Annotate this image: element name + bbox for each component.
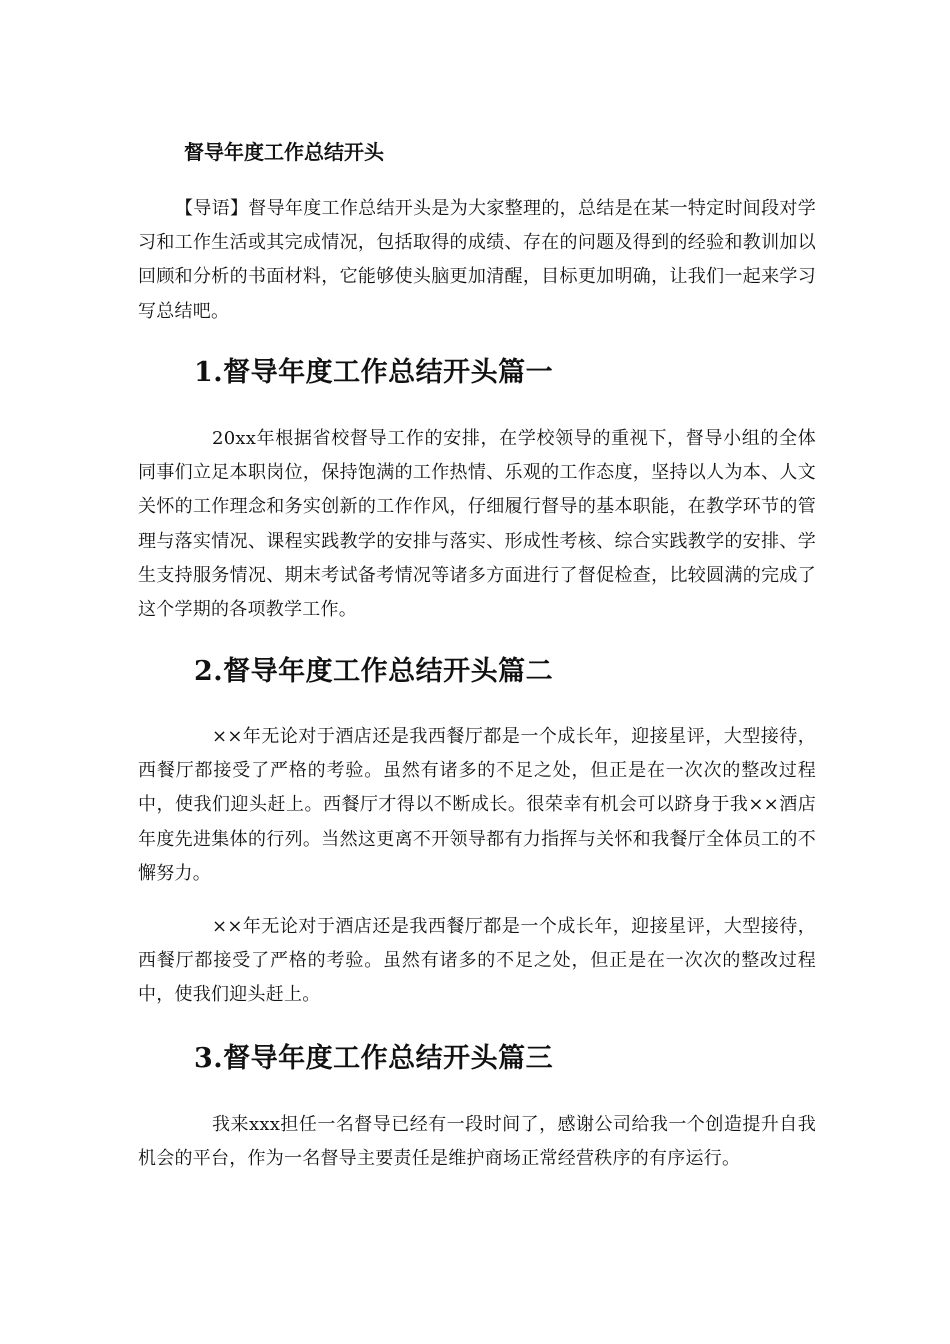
document-title: 督导年度工作总结开头 [184,140,384,164]
section-3-paragraph-1: 我来xxx担任一名督导已经有一段时间了，感谢公司给我一个创造提升自我机会的平台，作为一名督导主要责任是维护商场正常经营秩序的有序运行。 [138,1114,816,1170]
section-1-paragraph-1: 20xx年根据省校督导工作的安排，在学校领导的重视下，督导小组的全体同事们立足本职岗位，保持饱满的工作热情、乐观的工作态度，坚持以人为本、人文关怀的工作理念和务实创新的工作作风，仔细履行督导的基本职能，在教学环节的管理与落实情况、课程实践教学的安排与落实、形成性考核、综合实践教学的安排、学生支持服务情况、期末考试备考情况等诸多方面进行了督促检查，比较圆满的完成了这个学期的各项教学工作。 [138,428,816,621]
section-3-heading: 3.督导年度工作总结开头篇三 [194,1043,554,1074]
section-2-paragraph-2: ××年无论对于酒店还是我西餐厅都是一个成长年，迎接星评，大型接待，西餐厅都接受了严格的考验。虽然有诸多的不足之处，但正是在一次次的整改过程中，使我们迎头赶上。 [138,916,816,1006]
intro-paragraph: 【导语】督导年度工作总结开头是为大家整理的，总结是在某一特定时间段对学习和工作生活或其完成情况，包括取得的成绩、存在的问题及得到的经验和教训加以回顾和分析的书面材料，它能够使头脑更加清醒，目标更加明确，让我们一起来学习写总结吧。 [138,198,816,322]
section-2-paragraph-1: ××年无论对于酒店还是我西餐厅都是一个成长年，迎接星评，大型接待，西餐厅都接受了严格的考验。虽然有诸多的不足之处，但正是在一次次的整改过程中，使我们迎头赶上。西餐厅才得以不断成长。很荣幸有机会可以跻身于我××酒店年度先进集体的行列。当然这更离不开领导都有力指挥与关怀和我餐厅全体员工的不懈努力。 [138,726,816,884]
section-1-heading: 1.督导年度工作总结开头篇一 [194,357,554,388]
section-2-heading: 2.督导年度工作总结开头篇二 [194,656,554,687]
